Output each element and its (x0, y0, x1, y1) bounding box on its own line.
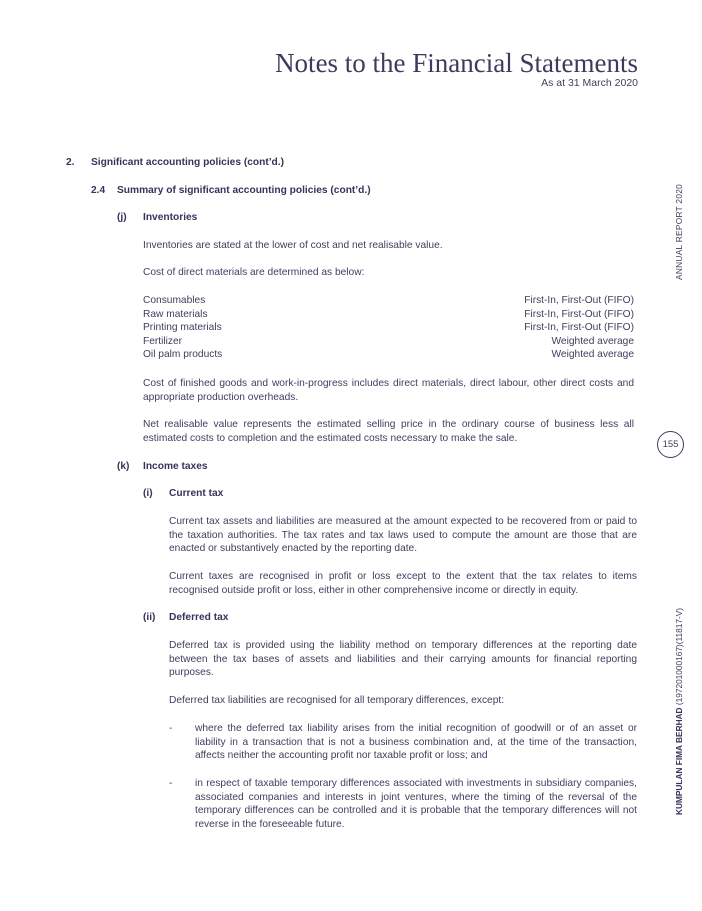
item-method: First-In, First-Out (FIFO) (524, 308, 634, 320)
list-item (143, 294, 634, 308)
inventories-heading: Inventories (143, 212, 198, 223)
inventories-paragraph: Inventories are stated at the lower of cost and net realisable value. (143, 240, 443, 251)
item-method: Weighted average (551, 335, 634, 347)
subsection-number: 2.4 (91, 185, 106, 196)
bullet-text: in respect of taxable temporary differences associated with investments in subsidiary companies, associated companies and interests in joint ventures, where the timing of the reversal of the temporary differences can be controlled and it is probable that the temporary differences will not reverse in the foreseeable future. (195, 778, 637, 830)
current-tax-paragraph: Current tax assets and liabilities are measured at the amount expected to be recovered from or paid to the taxation authorities. The tax rates and tax laws used to compute the amount are those that are enacted or substantively enacted by the reporting date. (169, 516, 637, 555)
item-label: Consumables (143, 295, 206, 306)
income-taxes-marker: (k) (117, 461, 130, 472)
item-label: Fertilizer (143, 335, 183, 347)
inventories-paragraph: Net realisable value represents the estimated selling price in the ordinary course of business less all estimated costs to completion and the estimated costs necessary to make the sale. (143, 419, 634, 444)
item-label: Printing materials (143, 322, 222, 334)
list-item (143, 335, 634, 349)
item-method: Weighted average (551, 349, 634, 361)
company-registration: (197201000167)(11817-V) (674, 607, 684, 708)
inventory-methods-list (143, 294, 634, 362)
section-title: Significant accounting policies (cont’d.) (91, 157, 285, 168)
subsection-title: Summary of significant accounting policies (cont’d.) (117, 185, 371, 196)
inventories-paragraph: Cost of finished goods and work-in-progress includes direct materials, direct labour, other direct costs and appropriate production overheads. (143, 378, 634, 403)
section-number: 2. (66, 157, 75, 168)
deferred-tax-paragraph: Deferred tax liabilities are recognised for all temporary differences, except: (169, 695, 505, 706)
current-tax-heading: Current tax (169, 488, 224, 499)
company-name: KUMPULAN FIMA BERHAD (674, 707, 684, 815)
page-title: Notes to the Financial Statements (275, 48, 638, 78)
bullet-mark: - (169, 778, 173, 789)
current-tax-marker: (i) (143, 488, 153, 499)
item-method: First-In, First-Out (FIFO) (524, 295, 634, 306)
current-tax-paragraph: Current taxes are recognised in profit or loss except to the extent that the tax relates to items recognised outside profit or loss, either in other comprehensive income or directly in equity. (169, 571, 637, 596)
deferred-tax-marker: (ii) (143, 612, 156, 623)
inventories-paragraph: Cost of direct materials are determined as below: (143, 267, 365, 278)
inventories-marker: (j) (117, 212, 127, 223)
page-subtitle: As at 31 March 2020 (541, 77, 638, 89)
item-label: Raw materials (143, 308, 208, 320)
company-label (673, 608, 687, 815)
item-method: First-In, First-Out (FIFO) (524, 322, 634, 334)
bullet-mark: - (169, 723, 173, 734)
item-label: Oil palm products (143, 349, 223, 361)
deferred-tax-heading: Deferred tax (169, 612, 229, 623)
list-item (143, 348, 634, 362)
list-item (143, 321, 634, 335)
list-item (143, 308, 634, 322)
deferred-tax-paragraph: Deferred tax is provided using the liability method on temporary differences at the reporting date between the tax bases of assets and liabilities and their carrying amounts for financial reporting purposes. (169, 640, 637, 679)
income-taxes-heading: Income taxes (143, 461, 208, 472)
annual-report-label: ANNUAL REPORT 2020 (674, 183, 684, 280)
page-number: 155 (657, 431, 684, 458)
bullet-text: where the deferred tax liability arises from the initial recognition of goodwill or of an asset or liability in a transaction that is not a business combination and, at the time of the transaction, affects neither the accounting profit nor taxable profit or loss; and (195, 723, 637, 762)
